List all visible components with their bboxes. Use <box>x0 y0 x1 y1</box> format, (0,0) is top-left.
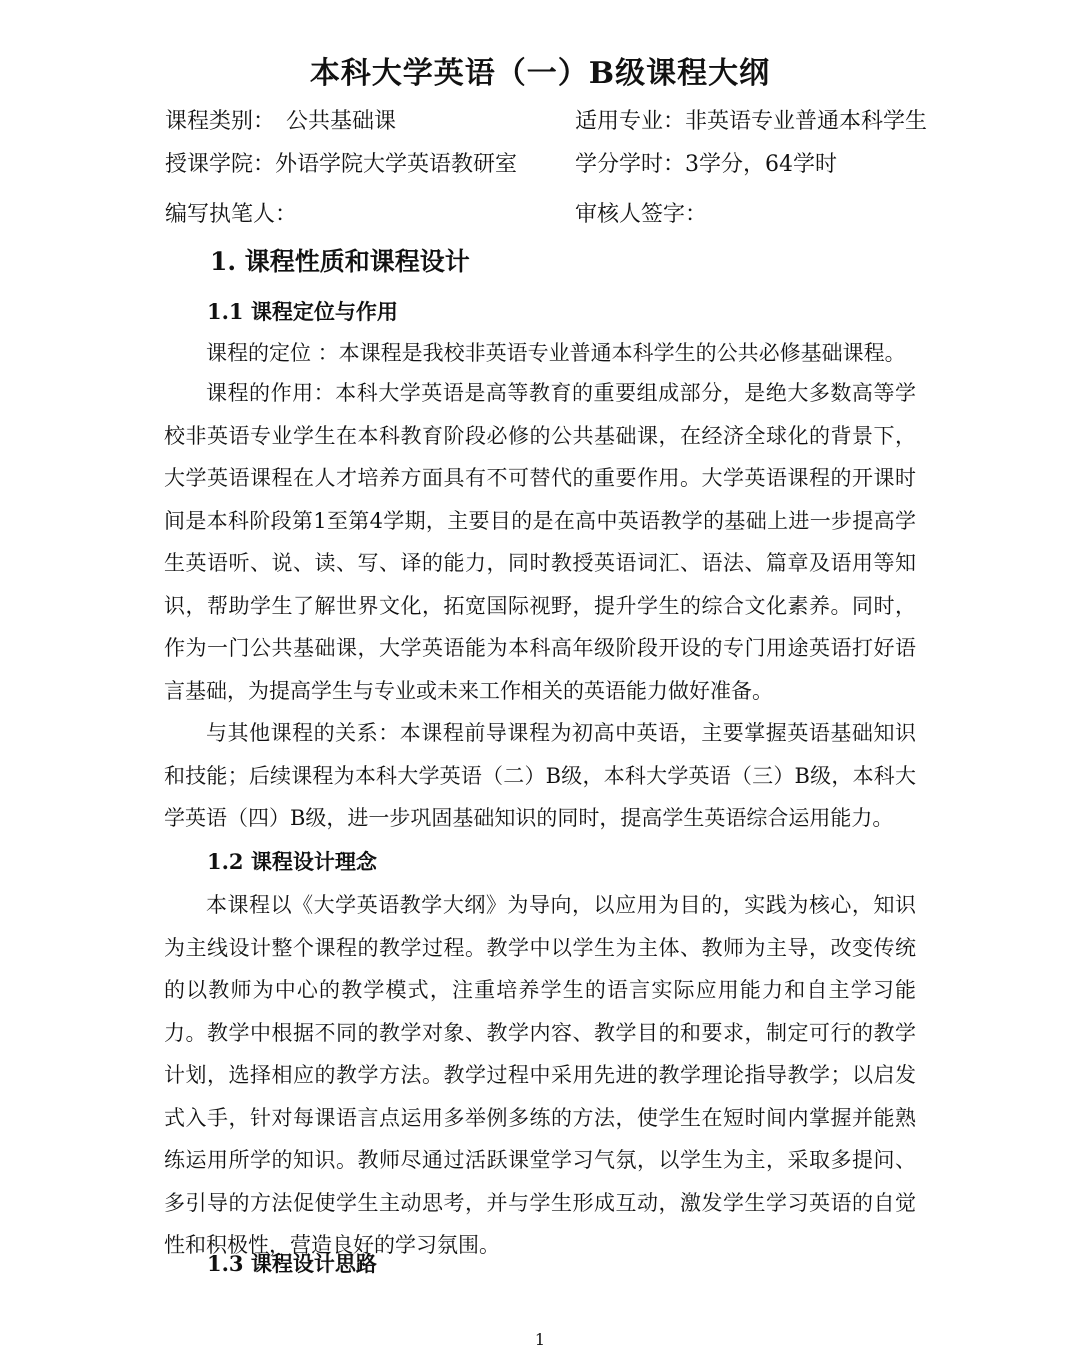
paragraph-relation: 与其他课程的关系：本课程前导课程为初高中英语，主要掌握英语基础知识和技能；后续课程为本科大学英语（二）B级，本科大学英语（三）B级，本科大学英语（四）B级，进一步巩固基础知识的同时，提高学生英语综合运用能力。 <box>164 721 916 830</box>
paragraph-positioning: 课程的定位 ：本课程是我校非英语专业普通本科学生的公共必修基础课程。 <box>206 341 906 365</box>
subsection-heading: 1.2 课程设计理念 <box>207 849 377 874</box>
page-number: 1 <box>534 1330 546 1349</box>
course-category: 课程类别： 公共基础课 <box>165 109 397 134</box>
applicable-major: 适用专业：非英语专业普通本科学生 <box>575 109 928 134</box>
subsection-heading: 1.1 课程定位与作用 <box>207 299 398 324</box>
credits-hours: 学分学时：3学分，64学时 <box>575 152 837 177</box>
teaching-college: 授课学院：外语学院大学英语教研室 <box>165 152 518 177</box>
paragraph-design-philosophy: 本课程以《大学英语教学大纲》为导向，以应用为目的，实践为核心，知识为主线设计整个课程的教学过程。教学中以学生为主体、教师为主导，改变传统的以教师为中心的教学模式，注重培养学生的语言实际应用能力和自主学习能力。教学中根据不同的教学对象、教学内容、教学目的和要求，制定可行的教学计划，选择相应的教学方法。教学过程中采用先进的教学理论指导教学；以启发式入手，针对每课语言点运用多举例多练的方法，使学生在短时间内掌握并能熟练运用所学的知识。教师尽通过活跃课堂学习气氛，以学生为主，采取多提问、多引导的方法促使学生主动思考，并与学生形成互动，激发学生学习英语的自觉性和积极性，营造良好的学习氛围。 <box>164 893 916 1257</box>
author-label: 编写执笔人： <box>165 202 298 227</box>
reviewer-signature-label: 审核人签字： <box>575 202 708 227</box>
section-heading: 1. 课程性质和课程设计 <box>210 247 470 276</box>
paragraph-role: 课程的作用：本科大学英语是高等教育的重要组成部分，是绝大多数高等学校非英语专业学生在本科教育阶段必修的公共基础课，在经济全球化的背景下，大学英语课程在人才培养方面具有不可替代的重要作用。大学英语课程的开课时间是本科阶段第1至第4学期，主要目的是在高中英语教学的基础上进一步提高学生英语听、说、读、写、译的能力，同时教授英语词汇、语法、篇章及语用等知识，帮助学生了解世界文化，拓宽国际视野，提升学生的综合文化素养。同时，作为一门公共基础课，大学英语能为本科高年级阶段开设的专门用途英语打好语言基础，为提高学生与专业或未来工作相关的英语能力做好准备。 <box>164 381 916 703</box>
subsection-heading: 1.3 课程设计思路 <box>207 1251 377 1276</box>
document-title: 本科大学英语（一）B级课程大纲 <box>309 56 771 91</box>
